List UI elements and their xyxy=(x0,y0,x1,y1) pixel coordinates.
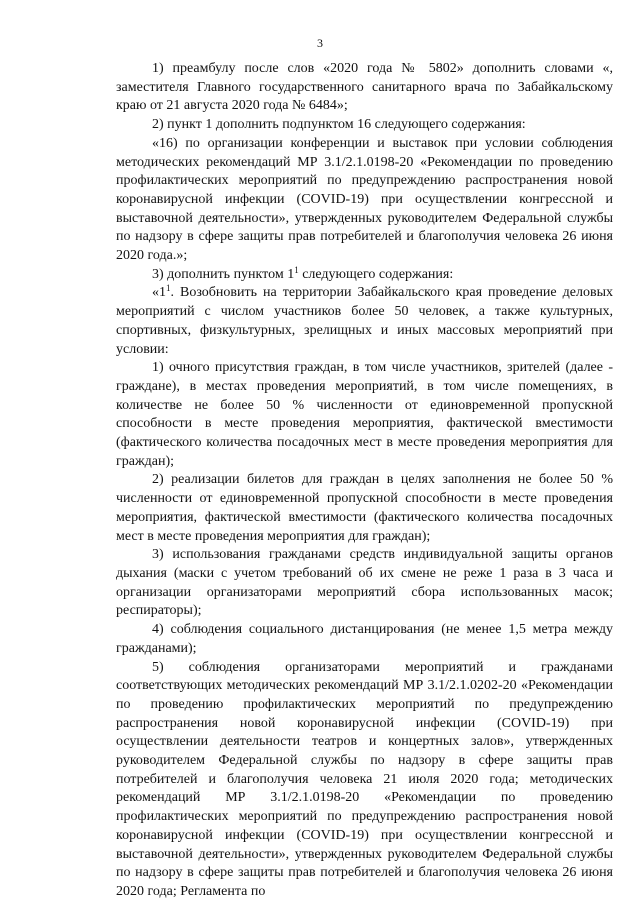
condition-5-paragraph: 5) соблюдения организаторами мероприятий и гражданами соответствующих методических рекомендаций МР 3.1/2.1.0202-20 «Рекомендации по проведению профилактических мероприятий по предупреждению распространения новой коронавирусной инфекции (COVID-19) при осуществлении деятельности театров и концертных залов», утвержденных руководителем Федеральной службы по надзору в сфере защиты прав потребителей и благополучия человека 21 июля 2020 года; методических рекомендаций МР 3.1/2.1.0198-20 «Рекомендации по проведению профилактических мероприятий по предупреждению распространения новой коронавирусной инфекции (COVID-19) при осуществлении конгрессной и выставочной деятельности», утвержденных руководителем Федеральной службы по надзору в сфере защиты прав потребителей и благополучия человека 26 июня 2020 года; Регламента по xyxy=(116,659,613,899)
page-number: 3 xyxy=(317,36,323,50)
point-1-1-text-start: «1 xyxy=(152,285,166,301)
subparagraph-16-paragraph: «16) по организации конференции и выставок при условии соблюдения методических рекомендаций МР 3.1/2.1.0198-20 «Рекомендации по проведению профилактических мероприятий по предупреждению распространения новой коронавирусной инфекции (COVID-19) при осуществлении конгрессной и выставочной деятельности», утвержденных руководителем Федеральной службы по надзору в сфере защиты прав потребителей и благополучия человека 26 июня 2020 года.»; xyxy=(116,135,613,264)
point-1-1-text-end: . Возобновить на территории Забайкальского края проведение деловых мероприятий с числом участников более 50 человек, а также культурных, спортивных, физкультурных, зрелищных и иных массовых мероприятий при условии: xyxy=(116,285,613,357)
condition-2-paragraph: 2) реализации билетов для граждан в целях заполнения не более 50 % численности от единовременной пропускной способности в месте проведения мероприятия, фактической вместимости (фактического количества посадочных мест в месте проведения мероприятия для граждан); xyxy=(116,472,613,544)
amendment-item-3-superscript: 1 xyxy=(294,264,299,275)
point-1-1-paragraph xyxy=(116,284,613,359)
amendment-item-3-text-end: следующего содержания: xyxy=(298,266,454,282)
condition-4-paragraph: 4) соблюдения социального дистанцирования (не менее 1,5 метра между гражданами); xyxy=(116,622,613,656)
document-body xyxy=(116,60,613,902)
amendment-item-3-text-start: 3) дополнить пунктом 1 xyxy=(152,266,295,282)
condition-3-paragraph: 3) использования гражданами средств индивидуальной защиты органов дыхания (маски с учетом требований об их смене не реже 1 раза в 3 часа и организации организаторами мероприятий сбора использованных масок; респираторы); xyxy=(116,547,613,619)
condition-1-paragraph: 1) очного присутствия граждан, в том числе участников, зрителей (далее - граждане), в местах проведения мероприятий, в том числе помещениях, в количестве не более 50 % численности от единовременной пропускной способности в месте проведения мероприятия, фактической вместимости (фактического количества посадочных мест в месте проведения мероприятия для граждан); xyxy=(116,360,613,469)
amendment-item-3-paragraph xyxy=(116,266,613,285)
amendment-preamble-paragraph: 1) преамбулу после слов «2020 года № 5802» дополнить словами «, заместителя Главного государственного санитарного врача по Забайкальскому краю от 21 августа 2020 года № 6484»; xyxy=(116,61,613,114)
amendment-item-2-paragraph: 2) пункт 1 дополнить подпунктом 16 следующего содержания: xyxy=(152,117,526,133)
point-1-1-superscript: 1 xyxy=(166,283,171,294)
